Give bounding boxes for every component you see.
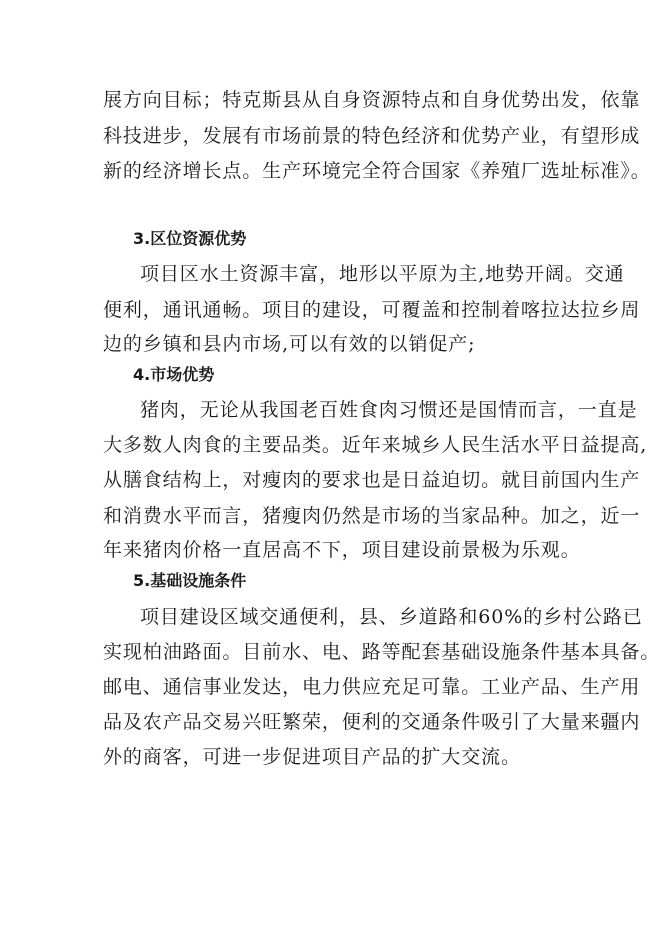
text-line: 科技进步，发展有市场前景的特色经济和优势产业，有望形成	[103, 125, 641, 147]
text-line: 展方向目标；特克斯县从自身资源特点和自身优势出发，依靠	[103, 89, 641, 111]
text-line: 年来猪肉价格一直居高不下，项目建设前景极为乐观。	[103, 539, 581, 561]
text-line: 从膳食结构上，对瘦肉的要求也是日益迫切。就目前国内生产	[103, 469, 641, 491]
text-line: 品及农产品交易兴旺繁荣，便利的交通条件吸引了大量来疆内	[103, 711, 641, 733]
section-heading: 3.区位资源优势	[133, 229, 247, 248]
section-heading: 5.基础设施条件	[133, 571, 247, 590]
text-line: 猪肉，无论从我国老百姓食肉习惯还是国情而言，一直是	[140, 399, 638, 421]
text-line: 项目建设区域交通便利，县、乡道路和60%的乡村公路已	[140, 606, 643, 628]
text-line: 项目区水土资源丰富，地形以平原为主,地势开阔。交通	[140, 263, 625, 285]
text-line: 实现柏油路面。目前水、电、路等配套基础设施条件基本具备。	[103, 641, 661, 663]
text-line: 邮电、通信事业发达，电力供应充足可靠。工业产品、生产用	[103, 676, 641, 698]
text-line: 便利，通讯通畅。项目的建设，可覆盖和控制着喀拉达拉乡周	[103, 299, 641, 321]
text-line: 新的经济增长点。生产环境完全符合国家《养殖厂选址标准》。	[103, 160, 651, 182]
text-line: 外的商客，可进一步促进项目产品的扩大交流。	[103, 746, 521, 768]
text-line: 边的乡镇和县内市场,可以有效的以销促产;	[103, 333, 476, 355]
text-line: 大多数人肉食的主要品类。近年来城乡人民生活水平日益提高,	[103, 434, 648, 456]
text-line: 和消费水平而言，猪瘦肉仍然是市场的当家品种。加之，近一	[103, 505, 641, 527]
section-heading: 4.市场优势	[133, 365, 215, 384]
